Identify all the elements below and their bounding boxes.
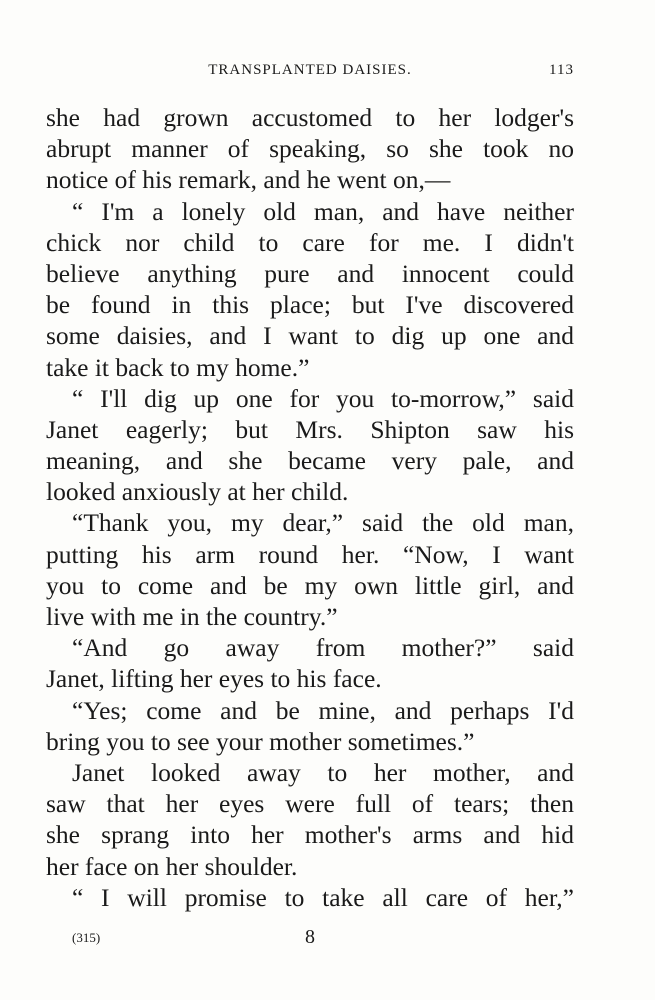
text-line: “And go away from mother?” said — [72, 633, 574, 663]
text-line: take it back to my home.” — [46, 352, 310, 382]
text-line: she had grown accustomed to her lodger's — [46, 103, 574, 132]
text-line: putting his arm round her. “Now, I want — [46, 539, 574, 569]
text-line: she sprang into her mother's arms and hid — [46, 820, 574, 850]
text-line: you to come and be my own little girl, and — [46, 570, 574, 600]
text-line: chick nor child to care for me. I didn't — [46, 227, 574, 257]
text-line: believe anything pure and innocent could — [46, 258, 574, 288]
text-line: her face on her shoulder. — [46, 851, 298, 881]
running-title: TRANSPLANTED DAISIES. — [208, 62, 412, 78]
text-line: “ I will promise to take all care of her,” — [72, 882, 574, 912]
text-line: “ I'm a lonely old man, and have neither — [72, 196, 574, 226]
page-footer — [46, 928, 574, 952]
text-line: looked anxiously at her child. — [46, 477, 349, 507]
body-text — [46, 102, 574, 913]
text-line: “Thank you, my dear,” said the old man, — [72, 508, 574, 538]
text-line: “Yes; come and be mine, and perhaps I'd — [72, 695, 574, 725]
text-line: “ I'll dig up one for you to-morrow,” said — [72, 383, 574, 413]
text-line: Janet, lifting her eyes to his face. — [46, 664, 382, 694]
text-line: be found in this place; but I've discovered — [46, 290, 574, 320]
printer-signature: (315) — [72, 930, 101, 945]
text-line: notice of his remark, and he went on,— — [46, 165, 451, 195]
page-header — [46, 60, 574, 84]
text-line: live with me in the country.” — [46, 602, 338, 631]
signature-mark: 8 — [305, 926, 315, 948]
text-line: saw that her eyes were full of tears; then — [46, 789, 574, 819]
text-line: Janet looked away to her mother, and — [72, 757, 574, 787]
text-line: bring you to see your mother sometimes.” — [46, 726, 475, 756]
text-line: meaning, and she became very pale, and — [46, 446, 574, 476]
page-number: 113 — [549, 62, 574, 78]
text-line: abrupt manner of speaking, so she took no — [46, 134, 574, 164]
text-line: Janet eagerly; but Mrs. Shipton saw his — [46, 414, 574, 444]
text-line: some daisies, and I want to dig up one and — [46, 321, 574, 351]
